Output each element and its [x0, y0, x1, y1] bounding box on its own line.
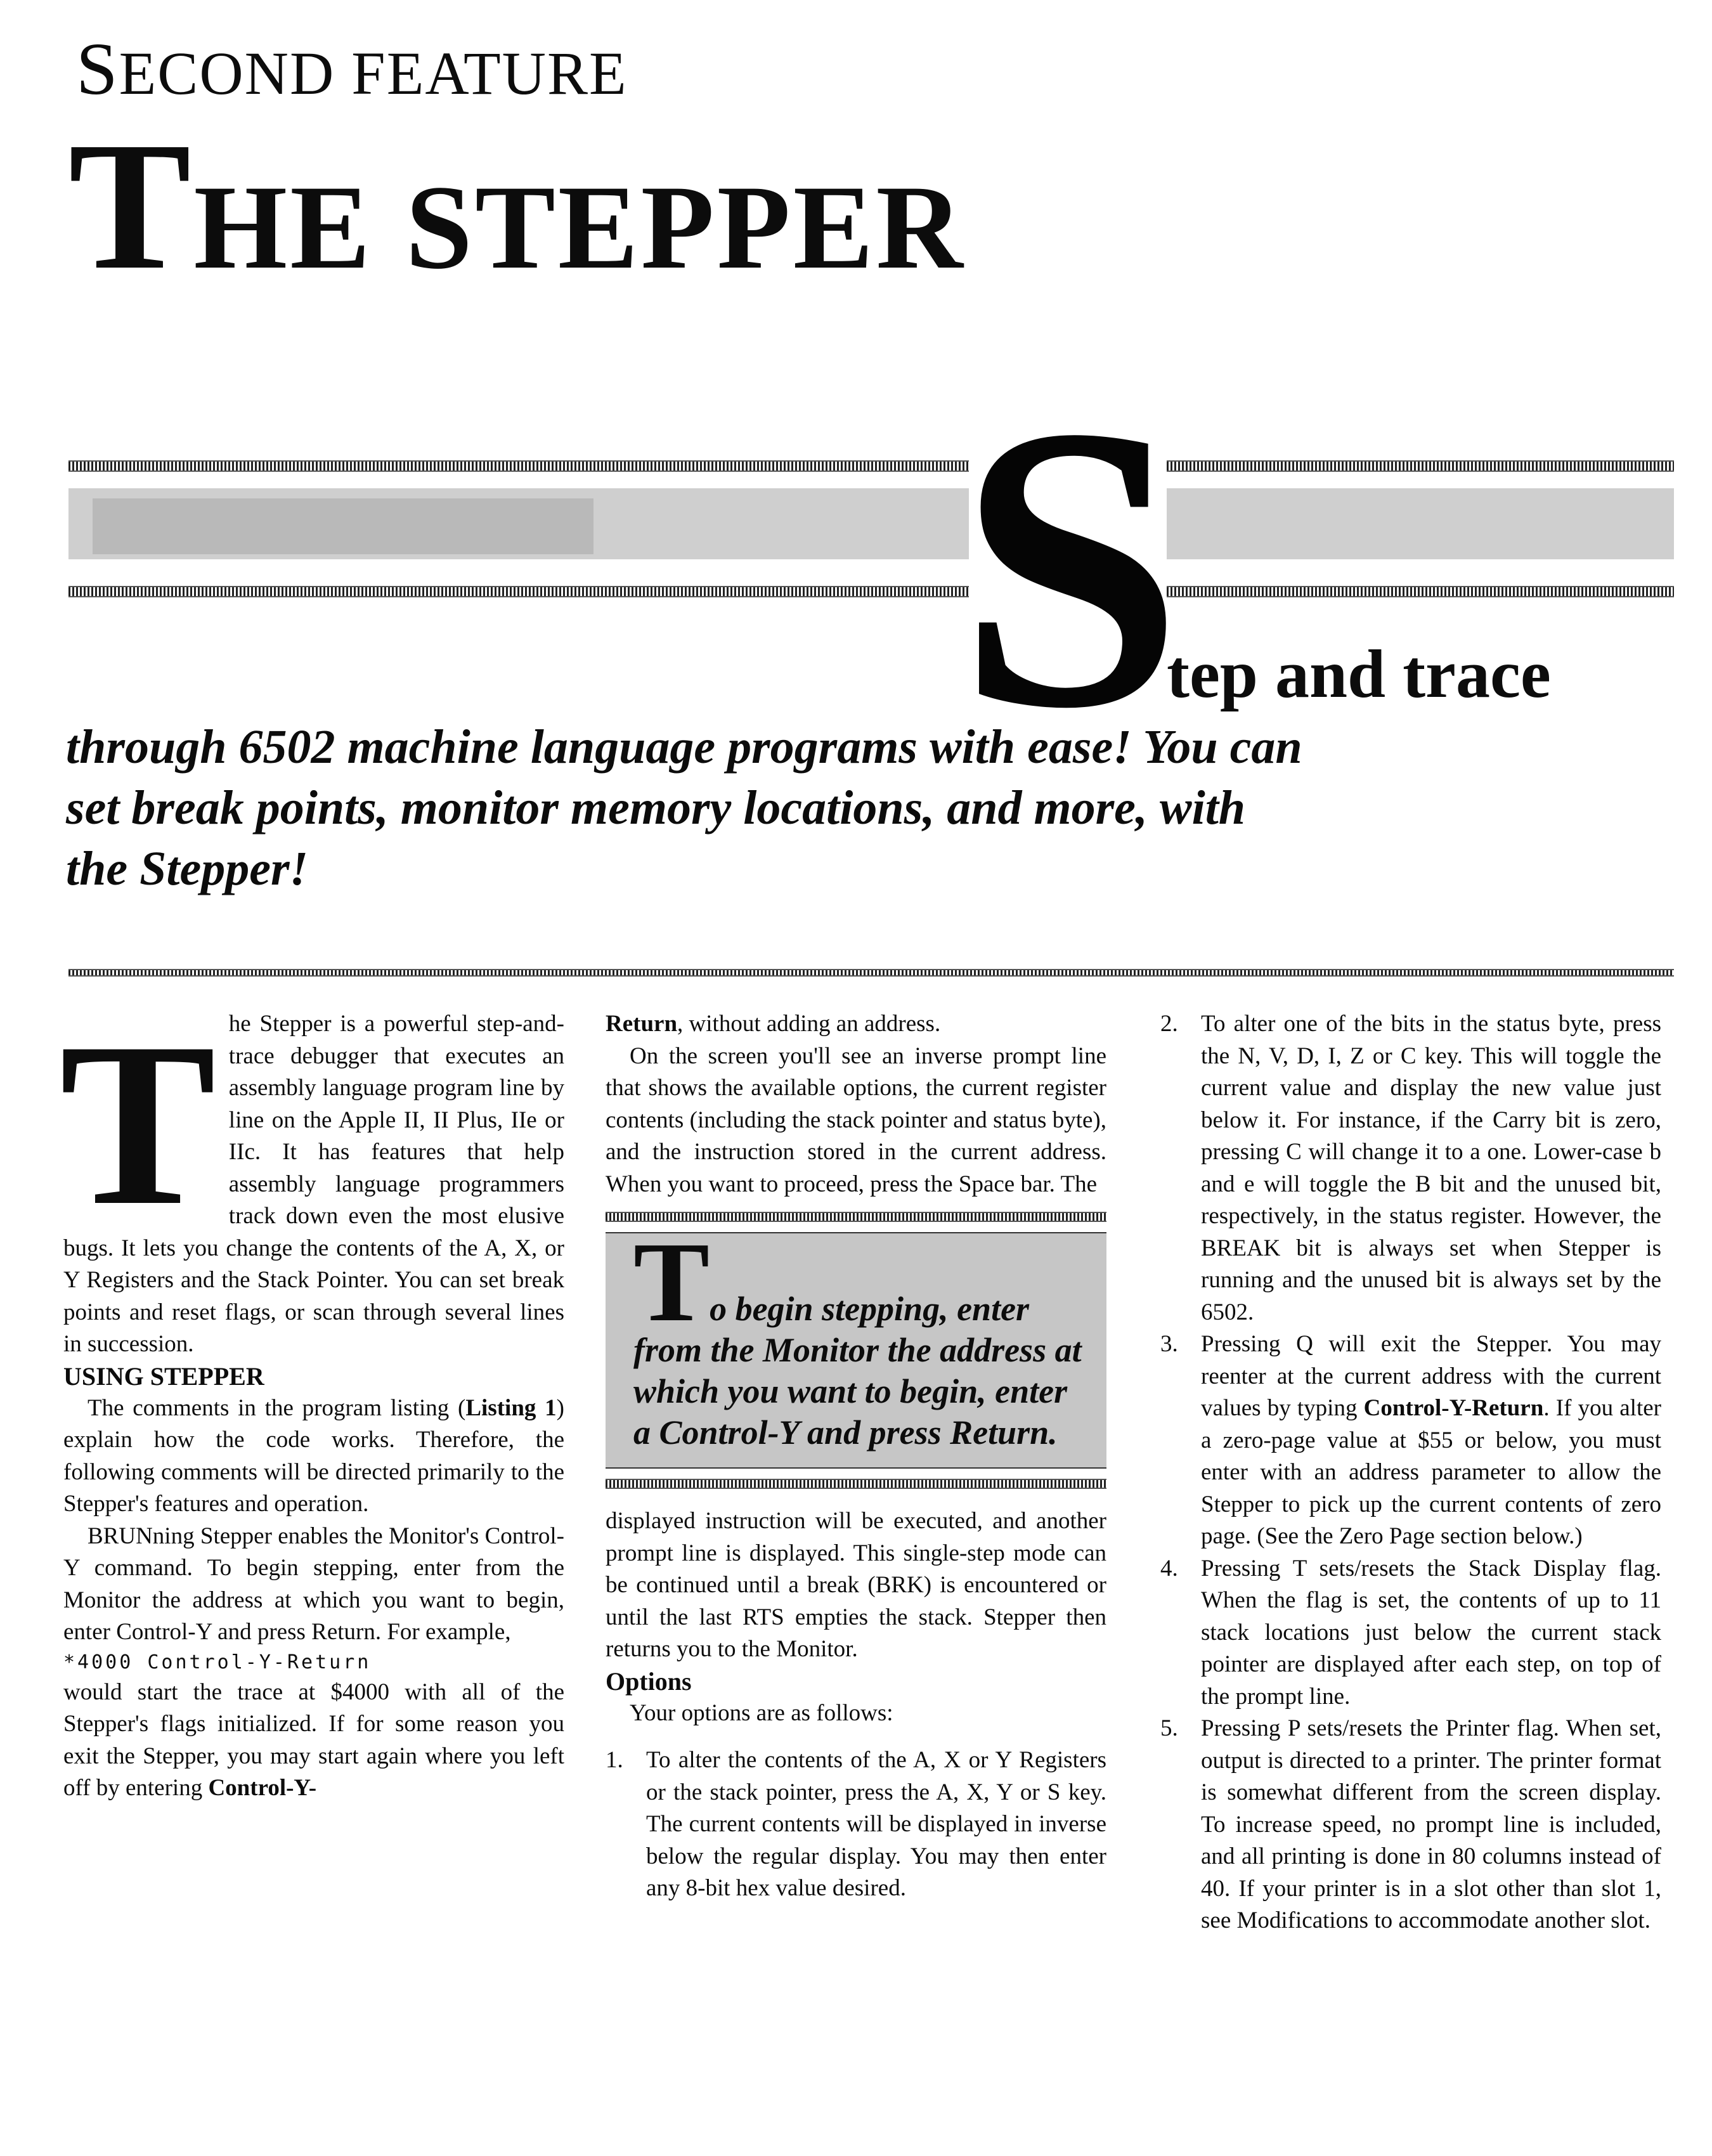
- column-2: [606, 1008, 1106, 1905]
- deck-line: set break points, monitor memory locations, and more, with: [66, 781, 1246, 834]
- deck-line: through 6502 machine language programs with ease! You can: [66, 720, 1302, 774]
- pull-quote-rule: [606, 1479, 1106, 1489]
- decorative-rule: [1167, 586, 1674, 597]
- section-label: SECOND FEATURE: [76, 27, 628, 110]
- pull-quote-cap: T: [633, 1219, 710, 1345]
- list-item: 3. Pressing Q will exit the Stepper. You may reenter at the current address with the current values by typing Control-Y-Return. If you alter a zero-page value at $55 or below, you must enter with an address parameter to allow the Stepper to pick up the current contents of zero page. (See the Zero Page section below.): [1160, 1331, 1661, 1549]
- subhead-options: Options: [606, 1666, 692, 1696]
- pull-quote: To begin stepping, enter from the Monitor the address at which you want to begin, enter a Control-Y and press Return.: [606, 1232, 1106, 1469]
- deck-line: the Stepper!: [66, 842, 309, 895]
- deck-headline: tep and trace: [1167, 637, 1551, 712]
- paragraph: would start the trace at $4000 with all of the Stepper's flags initialized. If for some reason you exit the Stepper, you may start again where you left off by entering Control-Y-: [63, 1679, 564, 1801]
- gray-band: [1167, 488, 1674, 559]
- subhead-using-stepper: USING STEPPER: [63, 1361, 264, 1391]
- options-list: [1160, 1008, 1661, 1937]
- decorative-rule: [68, 586, 969, 597]
- column-3: [1160, 1008, 1661, 1937]
- paragraph: Your options are as follows:: [630, 1699, 893, 1726]
- decorative-rule: [68, 460, 969, 472]
- drop-cap: T: [60, 994, 216, 1254]
- blank-panel: [93, 498, 593, 554]
- list-item: 1. To alter the contents of the A, X or Y Registers or the stack pointer, press the A, X, Y or S key. The current contents will be displayed in inverse below the regular display. You may then enter any 8-bit hex value desired.: [606, 1747, 1106, 1901]
- list-item: 2. To alter one of the bits in the status byte, press the N, V, D, I, Z or C key. This will toggle the current value and display the new value just below it. For instance, if the Carry bit is zero, pressing C will change it to a one. Lower-case b and e will toggle the B bit and the unused bit, respectively, in the status register. However, the BREAK bit is always set when Stepper is running and the unused bit is always set by the 6502.: [1160, 1011, 1661, 1325]
- column-1: [60, 994, 564, 1805]
- paragraph: On the screen you'll see an inverse prompt line that shows the available options, the current register contents (including the stack pointer and status byte), and the instruction stored in the current address. When you want to proceed, press the Space bar. The: [606, 1042, 1106, 1197]
- paragraph: The comments in the program listing (Listing 1) explain how the code works. Therefore, the following comments will be directed primarily to the Stepper's features and operation.: [63, 1394, 564, 1517]
- deck-subtitle: [66, 717, 1676, 899]
- paragraph: BRUNning Stepper enables the Monitor's Control-Y command. To begin stepping, enter from the Monitor the address at which you want to begin, enter Control-Y and press Return. For example,: [63, 1523, 564, 1645]
- list-item: 4. Pressing T sets/resets the Stack Display flag. When the flag is set, the contents of up to 11 stack locations just below the current stack pointer are displayed after each step, on top of the prompt line.: [1160, 1555, 1661, 1710]
- paragraph: displayed instruction will be executed, and another prompt line is displayed. This single-step mode can be continued until a break (BRK) is encountered or until the last RTS empties the stack. Stepper then returns you to the Monitor.: [606, 1508, 1106, 1662]
- options-list: [606, 1744, 1106, 1905]
- intro-paragraph: The Stepper is a powerful step-and-trace debugger that executes an assembly language program line by line on the Apple II, II Plus, IIe or IIc. It has features that help assembly language programmers track down even the most elusive bugs. It lets you change the contents of the A, X, or Y Registers and the Stack Pointer. You can set break points and reset flags, or scan through several lines in succession.: [60, 994, 564, 1357]
- paragraph: Return, without adding an address.: [606, 1011, 941, 1037]
- list-item: 5. Pressing P sets/resets the Printer flag. When set, output is directed to a printer. The printer format is somewhat different from the screen display. To increase speed, no prompt line is included, and all printing is done in 80 columns instead of 40. If your printer is in a slot other than slot 1, see Modifications to accommodate another slot.: [1160, 1715, 1661, 1933]
- body-rule: [68, 969, 1674, 977]
- article-title: THE STEPPER: [68, 104, 966, 308]
- decorative-rule: [1167, 460, 1674, 472]
- code-example: *4000 Control-Y-Return: [63, 1651, 372, 1673]
- deck-initial: S: [957, 343, 1183, 792]
